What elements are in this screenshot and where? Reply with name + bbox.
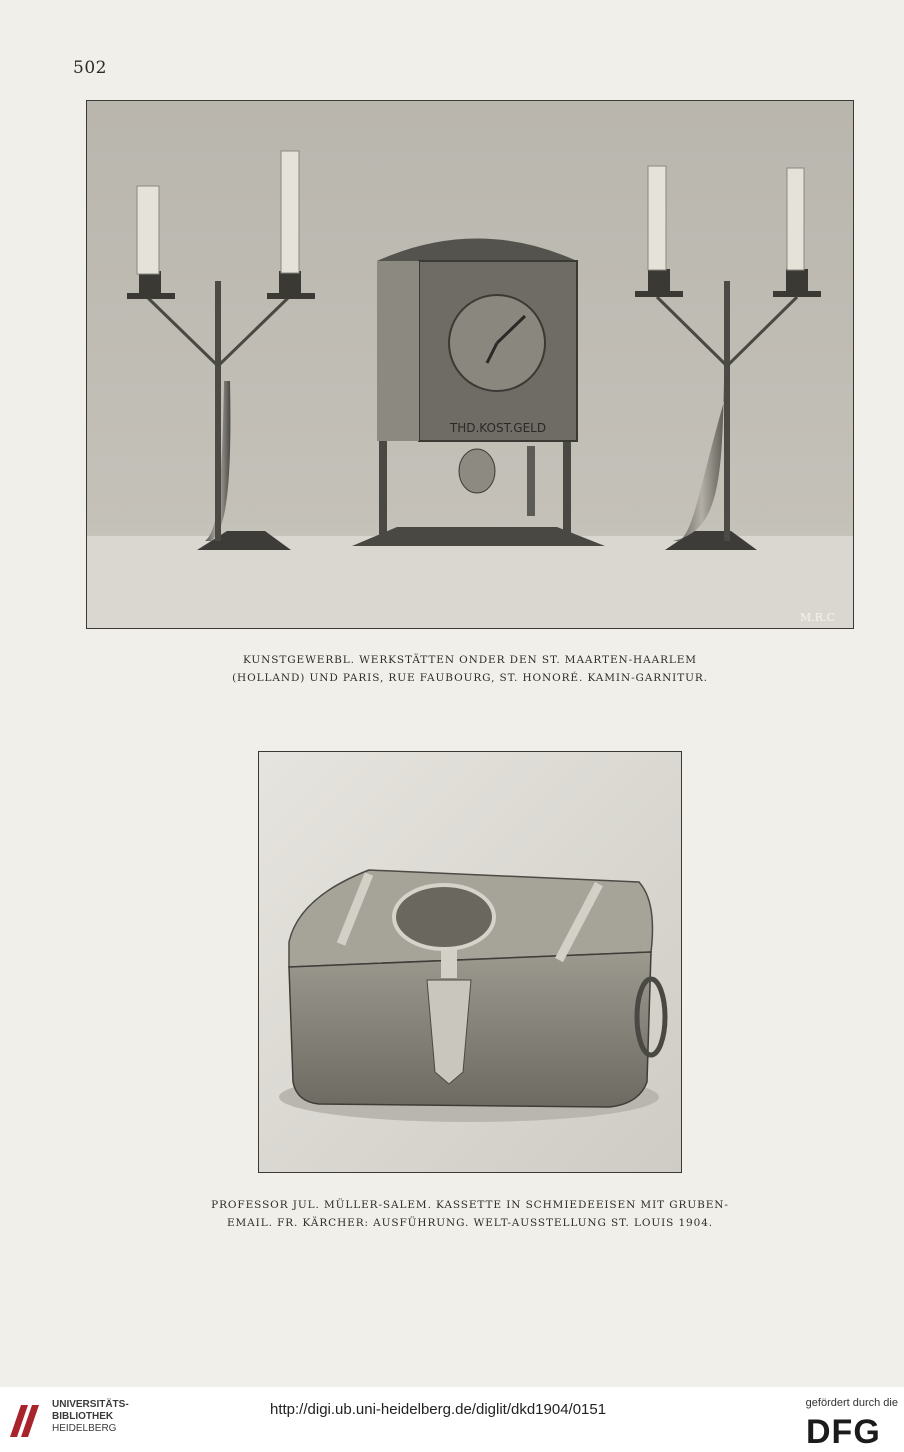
caption-line: PROFESSOR JUL. MÜLLER-SALEM. KASSETTE IN SCHMIEDEEISEN MIT GRUBEN- [211,1199,729,1211]
dfg-logo[interactable]: DFG [806,1413,881,1451]
footer-bar [0,1387,904,1452]
permalink-url[interactable]: http://digi.ub.uni-heidelberg.de/diglit/dkd1904/0151 [270,1401,607,1418]
mantel-set-illustration [87,101,853,628]
university-library-name[interactable] [52,1399,129,1435]
clock-inscription: THD.KOST.GELD [449,421,547,435]
caption-line: KUNSTGEWERBL. WERKSTÄTTEN ONDER DEN ST. MAARTEN-HAARLEM [243,654,697,666]
caption-mantel-set [180,651,760,687]
library-name-line: HEIDELBERG [52,1423,117,1434]
library-name-line: UNIVERSITÄTS- [52,1399,129,1410]
caption-line: EMAIL. FR. KÄRCHER: AUSFÜHRUNG. WELT-AUSSTELLUNG ST. LOUIS 1904. [226,1217,714,1229]
university-library-logo-icon [8,1403,46,1439]
page-number: 502 [73,58,107,78]
caption-casket [180,1196,760,1232]
funding-note: gefördert durch die [805,1397,898,1409]
photo-casket [258,751,682,1173]
photo-mantel-set [86,100,854,629]
library-name-line: BIBLIOTHEK [52,1411,114,1422]
caption-line: (HOLLAND) UND PARIS, RUE FAUBOURG, ST. HONORÉ. KAMIN-GARNITUR. [232,672,708,684]
photographer-monogram: M.R.C [800,611,835,624]
casket-illustration [259,752,681,1172]
